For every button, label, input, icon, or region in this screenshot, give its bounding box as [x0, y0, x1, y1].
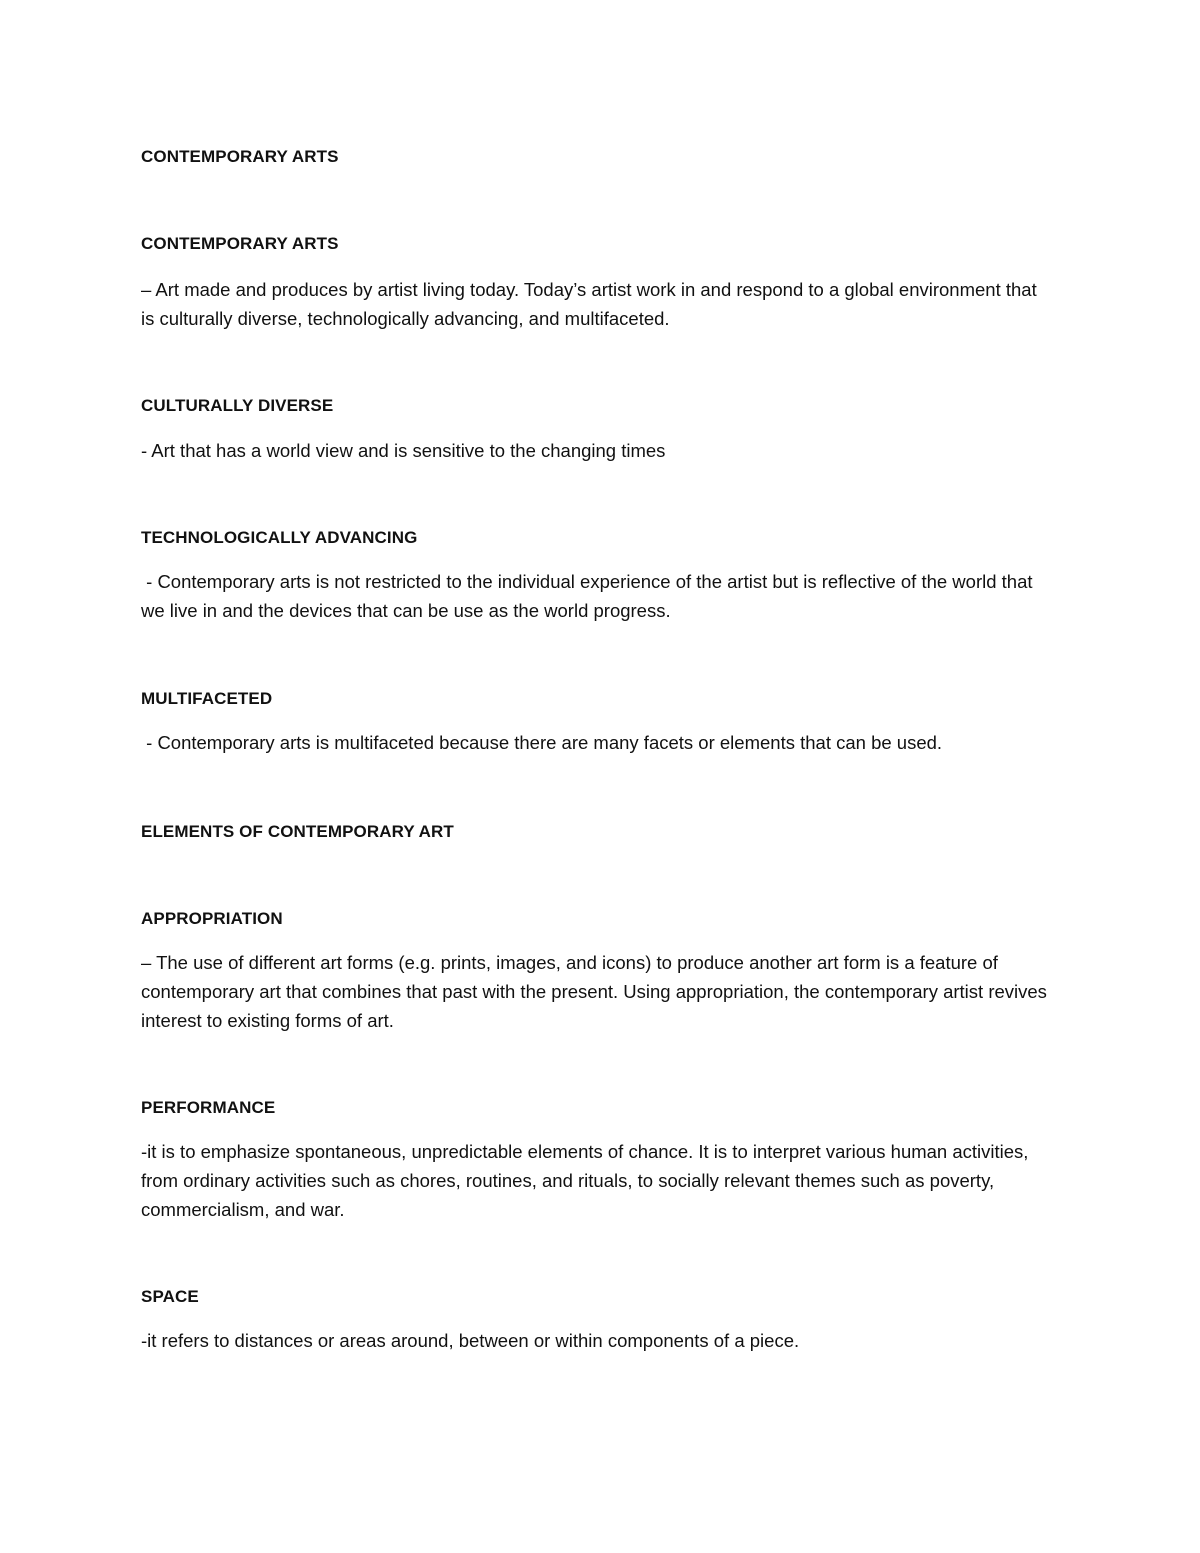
section-heading-multifaceted: MULTIFACETED	[141, 689, 273, 708]
section-text-performance: -it is to emphasize spontaneous, unpredictable elements of chance. It is to interpret various human activities, from ordinary activities such as chores, routines, and rituals, to socially relevant themes such as poverty, commercialism, and war.	[141, 1141, 1034, 1220]
section-heading-culturally-diverse: CULTURALLY DIVERSE	[141, 396, 334, 415]
section-text-appropriation: – The use of different art forms (e.g. prints, images, and icons) to produce another art form is a feature of contemporary art that combines that past with the present. Using appropriation, the contemporary artist revives interest to existing forms of art.	[141, 952, 1053, 1031]
document-title: CONTEMPORARY ARTS	[141, 147, 339, 166]
section-heading-contemporary-arts: CONTEMPORARY ARTS	[141, 234, 339, 253]
section-text-culturally-diverse: - Art that has a world view and is sensitive to the changing times	[141, 440, 666, 461]
section-text-contemporary-arts: – Art made and produces by artist living today. Today’s artist work in and respond to a global environment that is culturally diverse, technologically advancing, and multifaceted.	[141, 279, 1042, 329]
section-heading-space: SPACE	[141, 1287, 199, 1306]
section-heading-technologically-advancing: TECHNOLOGICALLY ADVANCING	[141, 528, 418, 547]
section-heading-appropriation: APPROPRIATION	[141, 909, 283, 928]
section-text-space: -it refers to distances or areas around, between or within components of a piece.	[141, 1330, 800, 1351]
section-text-multifaceted: - Contemporary arts is multifaceted because there are many facets or elements that can be used.	[141, 732, 943, 753]
section-text-technologically-advancing: - Contemporary arts is not restricted to the individual experience of the artist but is reflective of the world that we live in and the devices that can be use as the world progress.	[141, 571, 1038, 621]
section-heading-elements: ELEMENTS OF CONTEMPORARY ART	[141, 822, 454, 841]
section-heading-performance: PERFORMANCE	[141, 1098, 276, 1117]
